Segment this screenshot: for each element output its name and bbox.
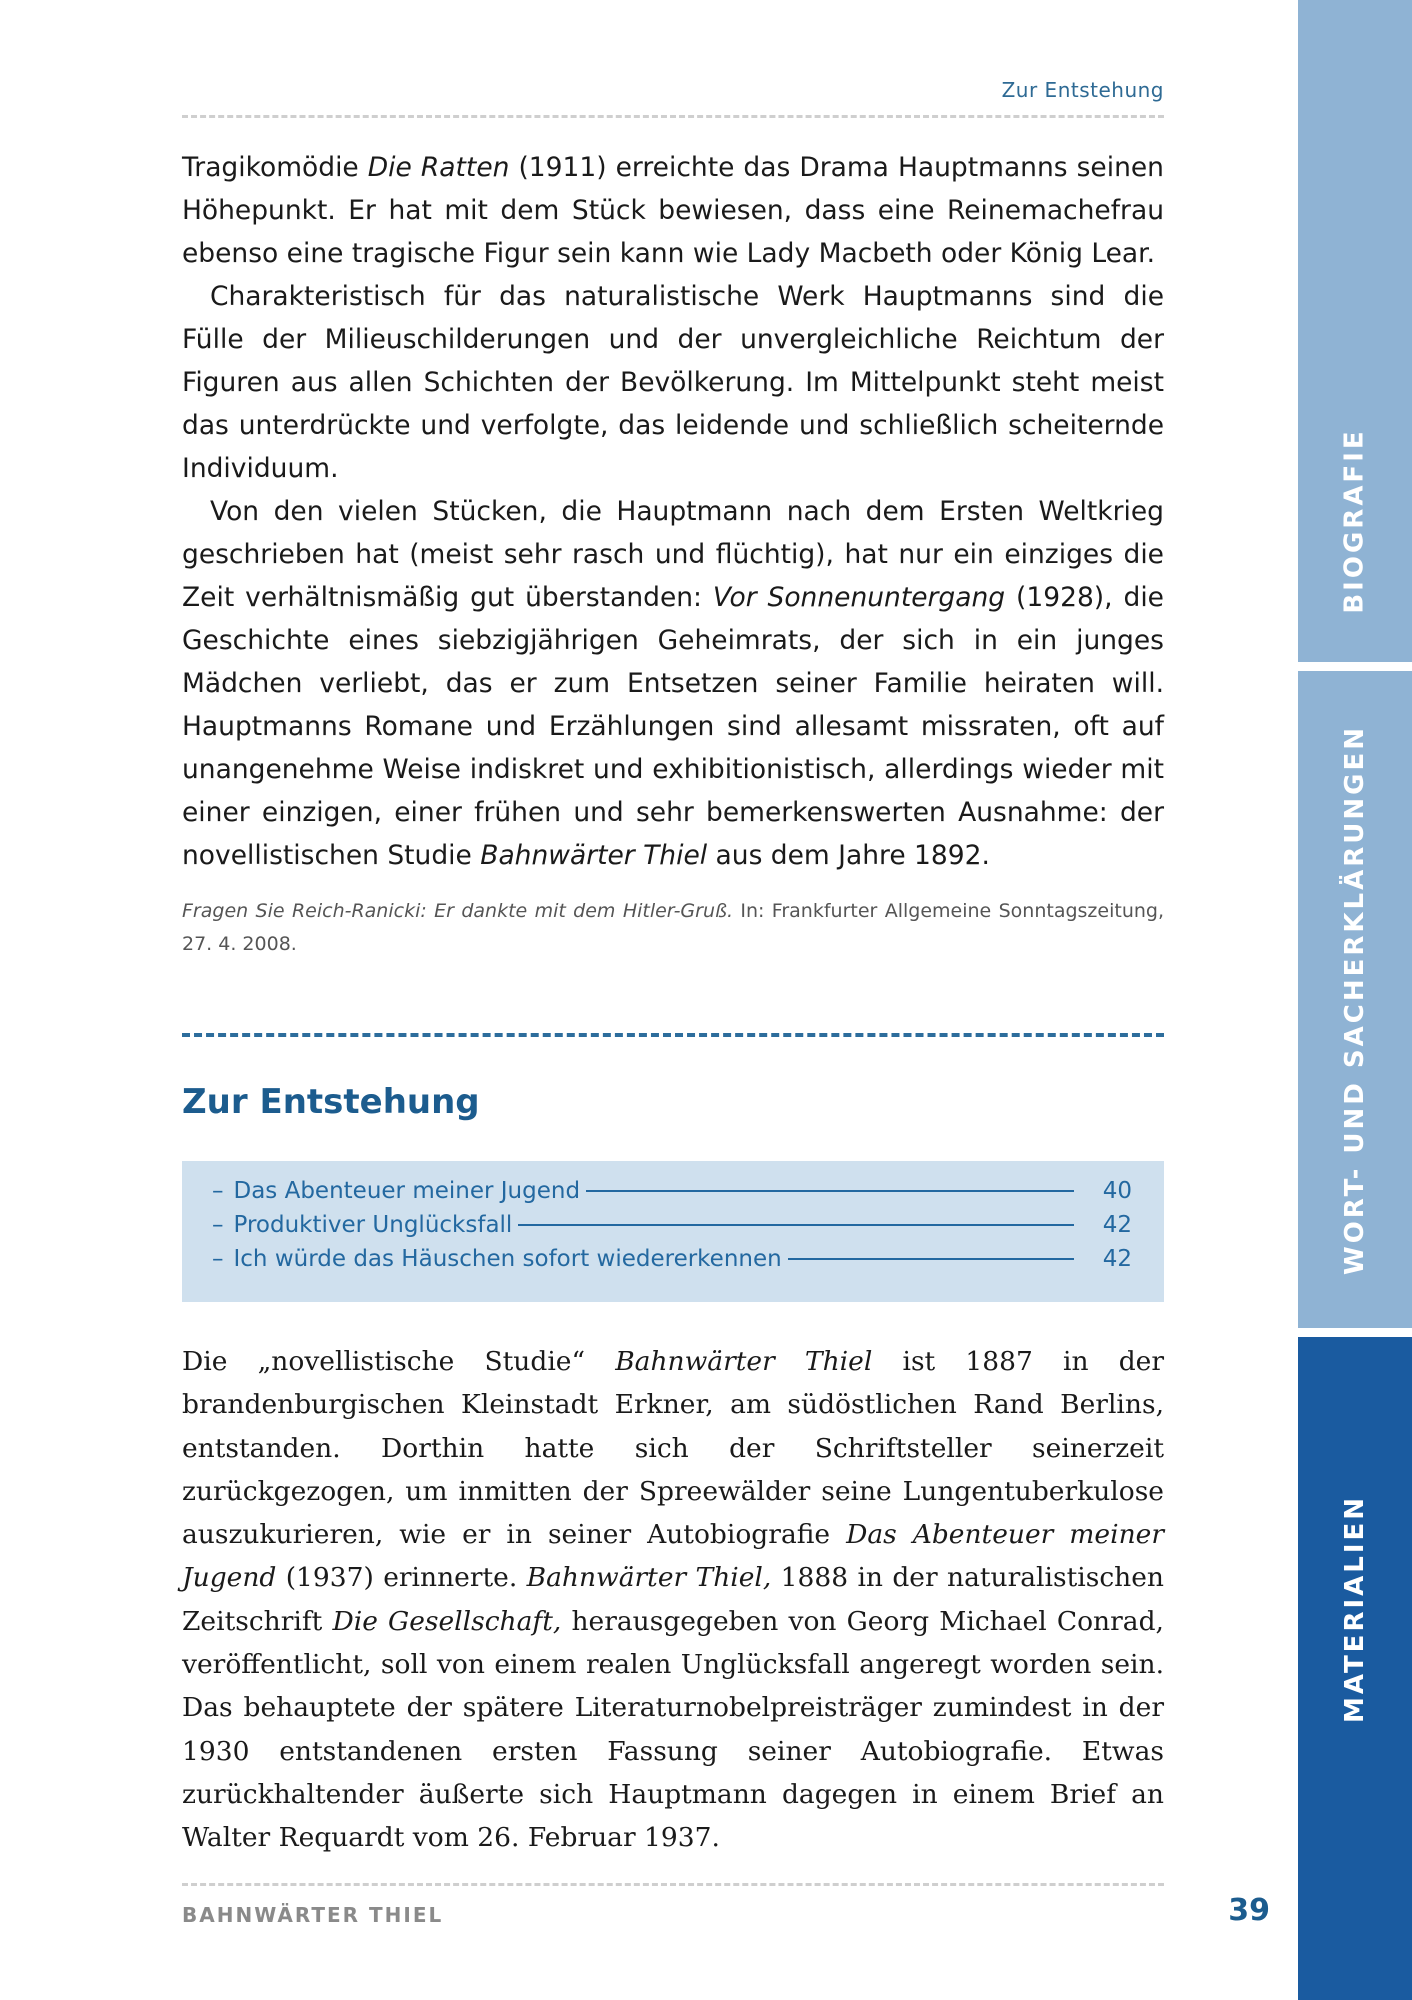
paragraph-2: Charakteristisch für das naturalistische Werk Hauptmanns sind die Fülle der Milieuschilderungen und der unvergleichliche Reichtum der Figuren aus allen Schichten der Bevölkerung. Im Mittelpunkt steht meist das unterdrückte und verfolgte, das leidende und schließlich scheiternde Individuum. — [182, 281, 1164, 484]
toc-label: Produktiver Unglücksfall — [233, 1212, 513, 1238]
citation — [182, 895, 1164, 961]
text-run: aus dem Jahre 1892. — [707, 840, 990, 871]
text-run: (1928), die Geschichte eines siebzigjährigen Geheimrats, der sich in ein junges Mädchen verliebt, das er zum Entsetzen seiner Familie heiraten will. Hauptmanns Romane und Erzählungen sind allesamt missraten, oft auf unangenehme Weise indiskret und exhibitionistisch, allerdings wieder mit einer einzigen, einer frühen und sehr bemerkenswerten Ausnahme: der novellistischen Studie — [182, 582, 1164, 871]
work-title: Bahnwärter Thiel — [615, 1346, 873, 1377]
work-title: Bahnwärter Thiel — [480, 840, 708, 871]
toc-label: Das Abenteuer meiner Jugend — [233, 1178, 581, 1204]
paragraph-1 — [182, 146, 1164, 275]
paragraph-3 — [182, 490, 1164, 877]
section-title: Zur Entstehung — [182, 1082, 480, 1122]
toc-dash: – — [212, 1246, 224, 1272]
table-of-contents — [182, 1161, 1164, 1302]
text-run: herausgegeben von Georg Michael Conrad, veröffentlicht, soll von einem realen Unglücksfall angeregt worden sein. Das behauptete der spätere Literaturnobelpreisträger zumindest in der 1930 entstandenen ersten Fassung seiner Autobiografie. Etwas zurückhaltender äußerte sich Hauptmann dagegen in einem Brief an Walter Requardt vom 26. Februar 1937. — [182, 1605, 1164, 1854]
toc-page: 42 — [1102, 1246, 1132, 1272]
work-title: Bahnwärter Thiel, — [526, 1562, 772, 1594]
header-divider — [182, 115, 1164, 118]
tab-wort-und-sacherklaerungen[interactable] — [1298, 671, 1412, 1328]
text-run: (1937) erinnerte. — [276, 1562, 527, 1594]
toc-dash: – — [212, 1212, 224, 1238]
running-head: Zur Entstehung — [1001, 78, 1164, 102]
work-title: Das Abenteuer meiner Jugend — [182, 1519, 1164, 1594]
toc-label: Ich würde das Häuschen sofort wiedererkennen — [233, 1246, 782, 1272]
text-run: 1888 in der naturalistischen Zeitschrift — [182, 1562, 1164, 1637]
toc-leader-line — [788, 1258, 1074, 1260]
toc-leader-line — [586, 1190, 1074, 1192]
tab-label: BIOGRAFIE — [1340, 428, 1370, 614]
section-divider — [182, 1033, 1164, 1037]
toc-dash: – — [212, 1178, 224, 1204]
work-title: Vor Sonnenuntergang — [712, 582, 1006, 613]
work-title: Die Gesellschaft, — [332, 1605, 562, 1637]
citation-title: Fragen Sie Reich-Ranicki: Er dankte mit dem Hitler-Gruß. — [182, 900, 734, 922]
toc-page: 40 — [1102, 1178, 1132, 1204]
toc-item[interactable] — [212, 1246, 1132, 1280]
page-number: 39 — [1228, 1893, 1270, 1928]
main-text — [182, 146, 1164, 877]
text-run: (1911) erreichte das Drama Hauptmanns seinen Höhepunkt. Er hat mit dem Stück bewiesen, dass eine Reinemachefrau ebenso eine tragische Figur sein kann wie Lady Macbeth oder König Lear. — [182, 152, 1164, 269]
footer-book-title: BAHNWÄRTER THIEL — [182, 1903, 444, 1927]
toc-item[interactable] — [212, 1212, 1132, 1246]
work-title: Die Ratten — [367, 152, 510, 183]
tab-label: WORT- UND SACHERKLÄRUNGEN — [1340, 724, 1370, 1275]
toc-leader-line — [518, 1224, 1074, 1226]
tab-biografie[interactable] — [1298, 0, 1412, 662]
text-run: ist 1887 in der brandenburgischen Kleinstadt Erkner, am südöstlichen Rand Berlins, entstanden. Dorthin hatte sich der Schriftsteller seinerzeit zurückgezogen, um inmitten der Spreewälder seine Lungentuberkulose auszukurieren, wie er in seiner Autobiografie — [182, 1346, 1165, 1551]
tab-label: MATERIALIEN — [1340, 1494, 1370, 1723]
citation-source: In: Frankfurter Allgemeine Sonntagszeitung, 27. 4. 2008. — [182, 900, 1164, 955]
section-body — [182, 1340, 1164, 1860]
text-run: Die „novellistische Studie“ — [182, 1346, 616, 1377]
toc-page: 42 — [1102, 1212, 1132, 1238]
text-run: Von den vielen Stücken, die Hauptmann nach dem Ersten Weltkrieg geschrieben hat (meist sehr rasch und flüchtig), hat nur ein einziges die Zeit verhältnismäßig gut überstanden: — [182, 496, 1164, 613]
footer-divider — [182, 1883, 1164, 1886]
text-run: Tragikomödie — [182, 152, 368, 183]
toc-item[interactable] — [212, 1178, 1132, 1212]
tab-materialien[interactable] — [1298, 1337, 1412, 2000]
